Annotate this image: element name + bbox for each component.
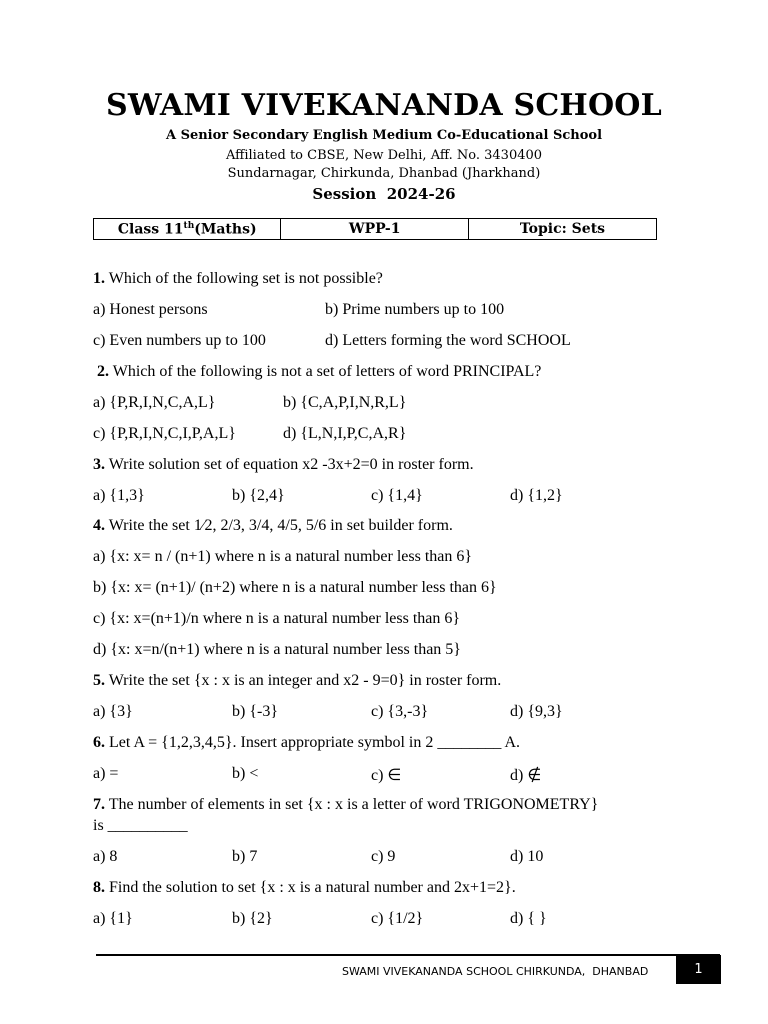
question-3: [93, 456, 474, 474]
option-b: b) {-3}: [232, 703, 279, 720]
question-text: Find the solution to set {x : x is a natural number and 2x+1=2}.: [105, 879, 516, 896]
question-number: 2.: [97, 363, 109, 380]
option-d: d) {1,2}: [510, 487, 563, 504]
option-c: c) 9: [371, 848, 396, 865]
question-text: Which of the following is not a set of letters of word PRINCIPAL?: [109, 363, 542, 380]
question-2: [97, 363, 541, 381]
school-name: SWAMI VIVEKANANDA SCHOOL: [106, 88, 662, 123]
option-c: c) ∈: [371, 767, 402, 784]
option-d: d) {L,N,I,P,C,A,R}: [283, 425, 407, 442]
option-b: b) 7: [232, 848, 258, 865]
option-b: b) <: [232, 765, 259, 782]
option-d: d) ∉: [510, 767, 542, 784]
session-line: Session 2024-26: [312, 185, 456, 203]
option-c: c) {3,-3}: [371, 703, 429, 720]
option-b: b) {2}: [232, 910, 273, 927]
option-a: a) =: [93, 765, 119, 782]
topic-cell: Topic: Sets: [468, 219, 656, 240]
question-5: [93, 672, 501, 690]
option-a: a) Honest persons: [93, 301, 208, 318]
page-number: 1: [676, 955, 721, 984]
footer-divider: [96, 954, 720, 956]
option-a: a) {3}: [93, 703, 133, 720]
question-7: [93, 796, 598, 814]
question-number: 8.: [93, 879, 105, 896]
question-number: 3.: [93, 456, 105, 473]
option-c: c) {P,R,I,N,C,I,P,A,L}: [93, 425, 236, 442]
question-number: 4.: [93, 517, 105, 534]
question-text: Let A = {1,2,3,4,5}. Insert appropriate symbol in 2 ________ A.: [105, 734, 521, 751]
footer-text: SWAMI VIVEKANANDA SCHOOL CHIRKUNDA, DHANBAD: [342, 965, 649, 978]
option-d: d) Letters forming the word SCHOOL: [325, 332, 571, 349]
question-text: Write solution set of equation x2 -3x+2=0 in roster form.: [105, 456, 474, 473]
question-8: [93, 879, 516, 897]
option-a: a) {P,R,I,N,C,A,L}: [93, 394, 216, 411]
option-d: d) { }: [510, 910, 547, 927]
option-a: a) 8: [93, 848, 118, 865]
class-superscript: th: [183, 220, 195, 231]
question-text: Which of the following set is not possible?: [105, 270, 383, 287]
class-prefix: Class 11: [117, 221, 184, 238]
option-b: b) {x: x= (n+1)/ (n+2) where n is a natural number less than 6}: [93, 579, 497, 596]
option-d: d) {9,3}: [510, 703, 563, 720]
option-c: c) {1,4}: [371, 487, 423, 504]
wpp-cell: WPP-1: [281, 219, 468, 240]
option-a: a) {1,3}: [93, 487, 145, 504]
option-b: b) {C,A,P,I,N,R,L}: [283, 394, 407, 411]
question-1: [93, 270, 383, 288]
question-number: 6.: [93, 734, 105, 751]
option-a: a) {1}: [93, 910, 133, 927]
option-d: d) {x: x=n/(n+1) where n is a natural number less than 5}: [93, 641, 461, 658]
question-number: 1.: [93, 270, 105, 287]
question-text: Write the set {x : x is an integer and x2 - 9=0} in roster form.: [105, 672, 502, 689]
option-d: d) 10: [510, 848, 544, 865]
option-a: a) {x: x= n / (n+1) where n is a natural number less than 6}: [93, 548, 473, 565]
option-c: c) {1/2}: [371, 910, 424, 927]
question-4: [93, 517, 453, 535]
question-text: Write the set 1⁄2, 2/3, 3/4, 4/5, 5/6 in set builder form.: [105, 517, 453, 534]
question-text: The number of elements in set {x : x is a letter of word TRIGONOMETRY}: [105, 796, 599, 813]
class-cell: [94, 219, 281, 240]
question-6: [93, 734, 520, 752]
question-number: 5.: [93, 672, 105, 689]
option-c: c) {x: x=(n+1)/n where n is a natural number less than 6}: [93, 610, 461, 627]
option-c: c) Even numbers up to 100: [93, 332, 266, 349]
worksheet-info-table: [93, 218, 657, 240]
option-b: b) {2,4}: [232, 487, 285, 504]
school-subtitle: A Senior Secondary English Medium Co-Educational School: [165, 128, 603, 143]
affiliation-line: Affiliated to CBSE, New Delhi, Aff. No. 3430400: [225, 148, 543, 163]
question-number: 7.: [93, 796, 105, 813]
option-b: b) Prime numbers up to 100: [325, 301, 505, 318]
question-7-continuation: is __________: [93, 817, 188, 834]
class-suffix: (Maths): [194, 221, 257, 238]
address-line: Sundarnagar, Chirkunda, Dhanbad (Jharkhand): [227, 166, 541, 181]
